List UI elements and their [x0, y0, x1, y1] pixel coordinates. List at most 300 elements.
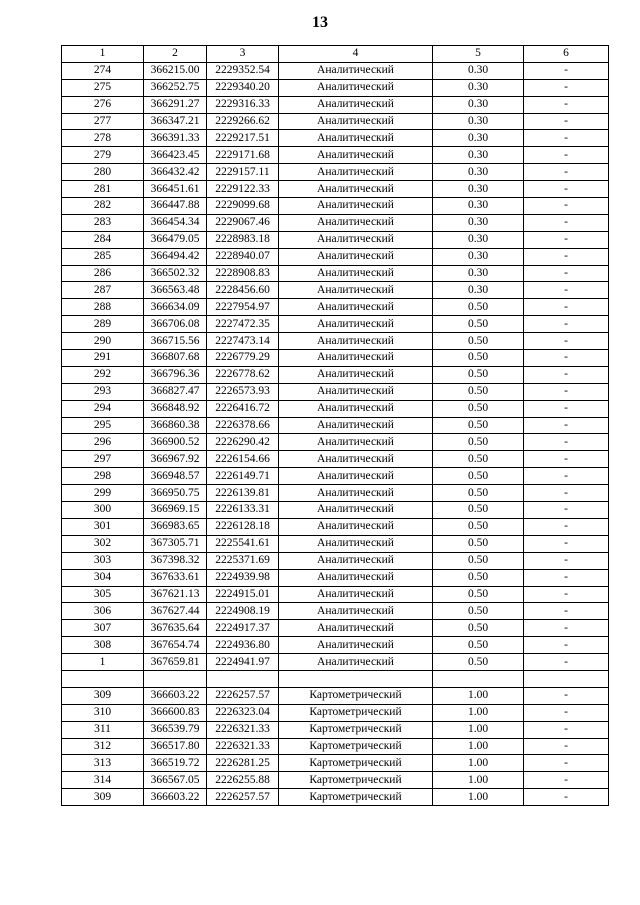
accuracy-cell: 1.00 [433, 721, 524, 738]
x-coordinate-cell: 366291.27 [144, 96, 207, 113]
accuracy-cell: 0.30 [433, 282, 524, 299]
description-cell: - [524, 654, 609, 671]
point-number-cell: 292 [62, 366, 144, 383]
point-number-cell: 298 [62, 468, 144, 485]
accuracy-cell: 1.00 [433, 789, 524, 806]
accuracy-cell: 0.30 [433, 147, 524, 164]
description-cell: - [524, 214, 609, 231]
method-cell: Аналитический [279, 637, 433, 654]
method-cell: Аналитический [279, 485, 433, 502]
y-coordinate-cell: 2226255.88 [207, 772, 279, 789]
x-coordinate-cell: 366948.57 [144, 468, 207, 485]
table-row [62, 417, 609, 434]
y-coordinate-cell: 2226154.66 [207, 451, 279, 468]
point-number-cell: 313 [62, 755, 144, 772]
method-cell: Картометрический [279, 738, 433, 755]
description-cell: - [524, 130, 609, 147]
point-number-cell: 284 [62, 231, 144, 248]
description-cell: - [524, 772, 609, 789]
accuracy-cell: 0.50 [433, 468, 524, 485]
accuracy-cell: 0.50 [433, 603, 524, 620]
accuracy-cell: 0.50 [433, 316, 524, 333]
table-row [62, 738, 609, 755]
x-coordinate-cell: 366634.09 [144, 299, 207, 316]
x-coordinate-cell: 366563.48 [144, 282, 207, 299]
y-coordinate-cell: 2227472.35 [207, 316, 279, 333]
method-cell: Аналитический [279, 62, 433, 79]
table-row [62, 755, 609, 772]
x-coordinate-cell: 366969.15 [144, 502, 207, 519]
method-cell: Аналитический [279, 231, 433, 248]
x-coordinate-cell: 366454.34 [144, 214, 207, 231]
x-coordinate-cell: 366715.56 [144, 333, 207, 350]
x-coordinate-cell: 366950.75 [144, 485, 207, 502]
y-coordinate-cell: 2226257.57 [207, 687, 279, 704]
x-coordinate-cell: 366451.61 [144, 181, 207, 198]
description-cell: - [524, 96, 609, 113]
method-cell: Аналитический [279, 654, 433, 671]
x-coordinate-cell: 366432.42 [144, 164, 207, 181]
x-coordinate-cell: 366494.42 [144, 248, 207, 265]
point-number-cell: 306 [62, 603, 144, 620]
description-cell: - [524, 366, 609, 383]
accuracy-cell: 1.00 [433, 738, 524, 755]
point-number-cell: 283 [62, 214, 144, 231]
accuracy-cell: 0.50 [433, 552, 524, 569]
method-cell: Аналитический [279, 79, 433, 96]
description-cell: - [524, 147, 609, 164]
method-cell: Аналитический [279, 569, 433, 586]
x-coordinate-cell: 366603.22 [144, 687, 207, 704]
description-cell: - [524, 687, 609, 704]
accuracy-cell: 0.30 [433, 164, 524, 181]
table-row [62, 231, 609, 248]
table-row [62, 637, 609, 654]
method-cell: Аналитический [279, 265, 433, 282]
y-coordinate-cell: 2228983.18 [207, 231, 279, 248]
table-row [62, 282, 609, 299]
method-cell: Аналитический [279, 198, 433, 215]
y-coordinate-cell: 2226321.33 [207, 738, 279, 755]
method-cell: Картометрический [279, 687, 433, 704]
method-cell: Аналитический [279, 434, 433, 451]
table-row [62, 569, 609, 586]
y-coordinate-cell: 2226128.18 [207, 518, 279, 535]
description-cell: - [524, 79, 609, 96]
accuracy-cell: 1.00 [433, 687, 524, 704]
description-cell: - [524, 502, 609, 519]
table-row [62, 62, 609, 79]
y-coordinate-cell: 2228456.60 [207, 282, 279, 299]
table-row [62, 248, 609, 265]
table-row [62, 181, 609, 198]
description-cell: - [524, 417, 609, 434]
method-cell: Аналитический [279, 113, 433, 130]
x-coordinate-cell: 366567.05 [144, 772, 207, 789]
y-coordinate-cell: 2226378.66 [207, 417, 279, 434]
y-coordinate-cell: 2225541.61 [207, 535, 279, 552]
header-cell: 5 [433, 46, 524, 63]
description-cell: - [524, 637, 609, 654]
table-row [62, 350, 609, 367]
y-coordinate-cell: 2226281.25 [207, 755, 279, 772]
y-coordinate-cell: 2229266.62 [207, 113, 279, 130]
accuracy-cell: 0.50 [433, 518, 524, 535]
point-number-cell: 312 [62, 738, 144, 755]
accuracy-cell: 0.50 [433, 451, 524, 468]
point-number-cell: 301 [62, 518, 144, 535]
y-coordinate-cell: 2224915.01 [207, 586, 279, 603]
table-row [62, 518, 609, 535]
table-row [62, 130, 609, 147]
method-cell: Аналитический [279, 518, 433, 535]
x-coordinate-cell: 367635.64 [144, 620, 207, 637]
point-number-cell: 289 [62, 316, 144, 333]
accuracy-cell: 0.30 [433, 198, 524, 215]
method-cell: Аналитический [279, 282, 433, 299]
y-coordinate-cell: 2226573.93 [207, 383, 279, 400]
accuracy-cell: 0.30 [433, 79, 524, 96]
point-number-cell: 299 [62, 485, 144, 502]
description-cell: - [524, 535, 609, 552]
accuracy-cell: 0.30 [433, 96, 524, 113]
x-coordinate-cell: 367654.74 [144, 637, 207, 654]
description-cell: - [524, 231, 609, 248]
x-coordinate-cell: 366796.36 [144, 366, 207, 383]
table-row [62, 721, 609, 738]
y-coordinate-cell: 2229352.54 [207, 62, 279, 79]
point-number-cell: 291 [62, 350, 144, 367]
method-cell: Картометрический [279, 755, 433, 772]
method-cell: Аналитический [279, 96, 433, 113]
table-row [62, 316, 609, 333]
table-row [62, 198, 609, 215]
y-coordinate-cell: 2229122.33 [207, 181, 279, 198]
method-cell: Аналитический [279, 350, 433, 367]
y-coordinate-cell: 2229099.68 [207, 198, 279, 215]
description-cell: - [524, 468, 609, 485]
y-coordinate-cell [207, 670, 279, 687]
x-coordinate-cell: 366252.75 [144, 79, 207, 96]
table-row [62, 265, 609, 282]
table-row [62, 620, 609, 637]
x-coordinate-cell: 367659.81 [144, 654, 207, 671]
y-coordinate-cell: 2229340.20 [207, 79, 279, 96]
y-coordinate-cell: 2229316.33 [207, 96, 279, 113]
point-number-cell: 277 [62, 113, 144, 130]
x-coordinate-cell: 367621.13 [144, 586, 207, 603]
x-coordinate-cell: 366860.38 [144, 417, 207, 434]
accuracy-cell: 0.30 [433, 248, 524, 265]
description-cell: - [524, 333, 609, 350]
accuracy-cell: 0.50 [433, 654, 524, 671]
method-cell: Аналитический [279, 214, 433, 231]
page-number: 13 [312, 14, 328, 31]
x-coordinate-cell: 366539.79 [144, 721, 207, 738]
table-row [62, 468, 609, 485]
x-coordinate-cell: 367627.44 [144, 603, 207, 620]
table-row [62, 299, 609, 316]
y-coordinate-cell: 2224936.80 [207, 637, 279, 654]
method-cell: Аналитический [279, 147, 433, 164]
method-cell: Аналитический [279, 333, 433, 350]
y-coordinate-cell: 2226133.31 [207, 502, 279, 519]
accuracy-cell: 0.50 [433, 350, 524, 367]
table-row [62, 772, 609, 789]
point-number-cell: 274 [62, 62, 144, 79]
point-number-cell: 280 [62, 164, 144, 181]
accuracy-cell: 0.50 [433, 417, 524, 434]
point-number-cell: 314 [62, 772, 144, 789]
description-cell: - [524, 198, 609, 215]
accuracy-cell: 0.50 [433, 333, 524, 350]
table-row [62, 586, 609, 603]
table-row [62, 502, 609, 519]
y-coordinate-cell: 2225371.69 [207, 552, 279, 569]
table-row [62, 147, 609, 164]
description-cell: - [524, 400, 609, 417]
y-coordinate-cell: 2226778.62 [207, 366, 279, 383]
accuracy-cell: 0.50 [433, 586, 524, 603]
accuracy-cell: 0.50 [433, 299, 524, 316]
method-cell: Аналитический [279, 502, 433, 519]
description-cell: - [524, 282, 609, 299]
table-row [62, 113, 609, 130]
accuracy-cell: 0.30 [433, 265, 524, 282]
x-coordinate-cell: 366517.80 [144, 738, 207, 755]
y-coordinate-cell: 2229067.46 [207, 214, 279, 231]
y-coordinate-cell: 2228908.83 [207, 265, 279, 282]
accuracy-cell: 0.50 [433, 535, 524, 552]
description-cell: - [524, 569, 609, 586]
description-cell: - [524, 704, 609, 721]
method-cell: Аналитический [279, 417, 433, 434]
point-number-cell: 304 [62, 569, 144, 586]
point-number-cell: 308 [62, 637, 144, 654]
point-number-cell: 281 [62, 181, 144, 198]
method-cell: Картометрический [279, 721, 433, 738]
point-number-cell: 276 [62, 96, 144, 113]
point-number-cell: 275 [62, 79, 144, 96]
y-coordinate-cell: 2227473.14 [207, 333, 279, 350]
coordinates-table [61, 45, 609, 806]
header-cell: 3 [207, 46, 279, 63]
method-cell: Аналитический [279, 586, 433, 603]
y-coordinate-cell: 2224941.97 [207, 654, 279, 671]
description-cell: - [524, 789, 609, 806]
table-row [62, 670, 609, 687]
point-number-cell: 297 [62, 451, 144, 468]
x-coordinate-cell: 366423.45 [144, 147, 207, 164]
point-number-cell: 310 [62, 704, 144, 721]
accuracy-cell [433, 670, 524, 687]
y-coordinate-cell: 2226257.57 [207, 789, 279, 806]
point-number-cell [62, 670, 144, 687]
y-coordinate-cell: 2224939.98 [207, 569, 279, 586]
method-cell: Аналитический [279, 468, 433, 485]
accuracy-cell: 0.50 [433, 383, 524, 400]
x-coordinate-cell: 366848.92 [144, 400, 207, 417]
y-coordinate-cell: 2226290.42 [207, 434, 279, 451]
point-number-cell: 309 [62, 789, 144, 806]
description-cell: - [524, 299, 609, 316]
accuracy-cell: 0.30 [433, 62, 524, 79]
y-coordinate-cell: 2226416.72 [207, 400, 279, 417]
accuracy-cell: 0.50 [433, 502, 524, 519]
method-cell: Аналитический [279, 299, 433, 316]
method-cell: Аналитический [279, 316, 433, 333]
description-cell: - [524, 350, 609, 367]
accuracy-cell: 0.50 [433, 485, 524, 502]
point-number-cell: 307 [62, 620, 144, 637]
table-body [62, 46, 609, 806]
point-number-cell: 279 [62, 147, 144, 164]
x-coordinate-cell: 366967.92 [144, 451, 207, 468]
accuracy-cell: 0.30 [433, 231, 524, 248]
description-cell: - [524, 316, 609, 333]
y-coordinate-cell: 2227954.97 [207, 299, 279, 316]
method-cell: Аналитический [279, 130, 433, 147]
x-coordinate-cell: 366479.05 [144, 231, 207, 248]
point-number-cell: 309 [62, 687, 144, 704]
header-cell: 2 [144, 46, 207, 63]
y-coordinate-cell: 2229171.68 [207, 147, 279, 164]
accuracy-cell: 0.30 [433, 113, 524, 130]
x-coordinate-cell: 366807.68 [144, 350, 207, 367]
method-cell: Аналитический [279, 535, 433, 552]
description-cell: - [524, 603, 609, 620]
table-row [62, 164, 609, 181]
point-number-cell: 285 [62, 248, 144, 265]
method-cell: Картометрический [279, 704, 433, 721]
point-number-cell: 278 [62, 130, 144, 147]
table-row [62, 654, 609, 671]
x-coordinate-cell: 366600.83 [144, 704, 207, 721]
x-coordinate-cell [144, 670, 207, 687]
point-number-cell: 305 [62, 586, 144, 603]
description-cell: - [524, 181, 609, 198]
x-coordinate-cell: 367633.61 [144, 569, 207, 586]
x-coordinate-cell: 366706.08 [144, 316, 207, 333]
table-row [62, 552, 609, 569]
description-cell: - [524, 265, 609, 282]
table-row [62, 400, 609, 417]
description-cell: - [524, 755, 609, 772]
table-header-row [62, 46, 609, 63]
point-number-cell: 303 [62, 552, 144, 569]
accuracy-cell: 0.30 [433, 181, 524, 198]
description-cell: - [524, 164, 609, 181]
header-cell: 1 [62, 46, 144, 63]
method-cell [279, 670, 433, 687]
accuracy-cell: 0.50 [433, 366, 524, 383]
x-coordinate-cell: 366502.32 [144, 265, 207, 282]
point-number-cell: 287 [62, 282, 144, 299]
table-row [62, 603, 609, 620]
y-coordinate-cell: 2228940.07 [207, 248, 279, 265]
accuracy-cell: 0.50 [433, 637, 524, 654]
point-number-cell: 288 [62, 299, 144, 316]
accuracy-cell: 1.00 [433, 772, 524, 789]
method-cell: Аналитический [279, 620, 433, 637]
y-coordinate-cell: 2229157.11 [207, 164, 279, 181]
method-cell: Аналитический [279, 400, 433, 417]
description-cell: - [524, 485, 609, 502]
method-cell: Картометрический [279, 789, 433, 806]
y-coordinate-cell: 2224917.37 [207, 620, 279, 637]
y-coordinate-cell: 2224908.19 [207, 603, 279, 620]
method-cell: Аналитический [279, 164, 433, 181]
header-cell: 6 [524, 46, 609, 63]
table-row [62, 704, 609, 721]
method-cell: Аналитический [279, 383, 433, 400]
header-cell: 4 [279, 46, 433, 63]
accuracy-cell: 1.00 [433, 755, 524, 772]
point-number-cell: 296 [62, 434, 144, 451]
table-row [62, 96, 609, 113]
method-cell: Аналитический [279, 181, 433, 198]
table-row [62, 485, 609, 502]
y-coordinate-cell: 2226139.81 [207, 485, 279, 502]
description-cell [524, 670, 609, 687]
x-coordinate-cell: 366519.72 [144, 755, 207, 772]
table-row [62, 434, 609, 451]
accuracy-cell: 1.00 [433, 704, 524, 721]
method-cell: Аналитический [279, 366, 433, 383]
y-coordinate-cell: 2226321.33 [207, 721, 279, 738]
x-coordinate-cell: 366983.65 [144, 518, 207, 535]
point-number-cell: 1 [62, 654, 144, 671]
method-cell: Аналитический [279, 552, 433, 569]
x-coordinate-cell: 366391.33 [144, 130, 207, 147]
x-coordinate-cell: 367305.71 [144, 535, 207, 552]
description-cell: - [524, 434, 609, 451]
point-number-cell: 290 [62, 333, 144, 350]
x-coordinate-cell: 366827.47 [144, 383, 207, 400]
y-coordinate-cell: 2226323.04 [207, 704, 279, 721]
method-cell: Картометрический [279, 772, 433, 789]
accuracy-cell: 0.30 [433, 130, 524, 147]
table-row [62, 79, 609, 96]
x-coordinate-cell: 366900.52 [144, 434, 207, 451]
description-cell: - [524, 383, 609, 400]
y-coordinate-cell: 2226779.29 [207, 350, 279, 367]
description-cell: - [524, 113, 609, 130]
point-number-cell: 295 [62, 417, 144, 434]
table-row [62, 789, 609, 806]
table-row [62, 383, 609, 400]
y-coordinate-cell: 2226149.71 [207, 468, 279, 485]
description-cell: - [524, 552, 609, 569]
table-row [62, 687, 609, 704]
table-row [62, 535, 609, 552]
accuracy-cell: 0.50 [433, 569, 524, 586]
description-cell: - [524, 721, 609, 738]
table-row [62, 451, 609, 468]
point-number-cell: 282 [62, 198, 144, 215]
description-cell: - [524, 248, 609, 265]
accuracy-cell: 0.30 [433, 214, 524, 231]
description-cell: - [524, 451, 609, 468]
point-number-cell: 311 [62, 721, 144, 738]
x-coordinate-cell: 366215.00 [144, 62, 207, 79]
point-number-cell: 286 [62, 265, 144, 282]
y-coordinate-cell: 2229217.51 [207, 130, 279, 147]
accuracy-cell: 0.50 [433, 434, 524, 451]
accuracy-cell: 0.50 [433, 400, 524, 417]
table-row [62, 366, 609, 383]
accuracy-cell: 0.50 [433, 620, 524, 637]
